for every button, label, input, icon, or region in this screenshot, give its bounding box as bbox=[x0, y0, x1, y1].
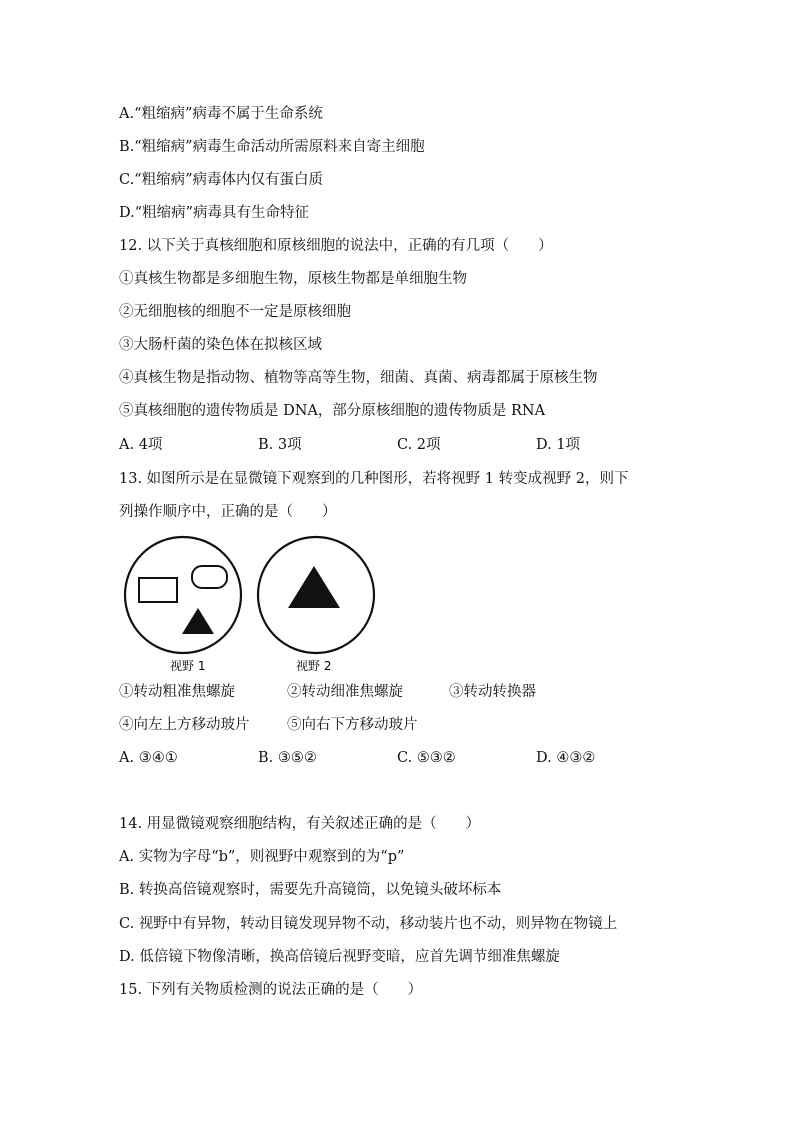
q13-op-2: ②转动细准焦螺旋 bbox=[287, 684, 403, 700]
q11-option-b: B.“粗缩病”病毒生命活动所需原料来自寄主细胞 bbox=[119, 139, 425, 155]
q14-option-a: A. 实物为字母“b”，则视野中观察到的为“p” bbox=[119, 849, 405, 865]
field-1-rectangle bbox=[139, 578, 177, 602]
q13-choice-a: A. ③④① bbox=[119, 750, 178, 766]
q13-op-4: ④向左上方移动玻片 bbox=[119, 717, 250, 733]
q12-choice-c: C. 2项 bbox=[397, 437, 441, 453]
q12-statement-3: ③大肠杆菌的染色体在拟核区域 bbox=[119, 337, 322, 353]
microscope-fields-figure bbox=[120, 533, 380, 678]
q11-option-c: C.“粗缩病”病毒体内仅有蛋白质 bbox=[119, 172, 324, 188]
q14-option-d: D. 低倍镜下物像清晰，换高倍镜后视野变暗，应首先调节细准焦螺旋 bbox=[119, 949, 560, 965]
field-1-rounded-rectangle bbox=[192, 566, 227, 588]
q13-stem-line2: 列操作顺序中，正确的是（ ） bbox=[119, 504, 337, 520]
q12-statement-2: ②无细胞核的细胞不一定是原核细胞 bbox=[119, 304, 351, 320]
field-1-triangle bbox=[182, 608, 214, 634]
q12-choice-a: A. 4项 bbox=[119, 437, 163, 453]
q14-option-c: C. 视野中有异物，转动目镜发现异物不动，移动装片也不动，则异物在物镜上 bbox=[119, 916, 618, 932]
q13-choice-d: D. ④③② bbox=[536, 750, 596, 766]
q12-stem: 12. 以下关于真核细胞和原核细胞的说法中，正确的有几项（ ） bbox=[119, 238, 553, 254]
q12-statement-1: ①真核生物都是多细胞生物，原核生物都是单细胞生物 bbox=[119, 271, 467, 287]
q12-statement-4: ④真核生物是指动物、植物等高等生物，细菌、真菌、病毒都属于原核生物 bbox=[119, 370, 598, 386]
q13-choice-c: C. ⑤③② bbox=[397, 750, 456, 766]
q13-op-3: ③转动转换器 bbox=[449, 684, 536, 700]
q11-option-d: D.“粗缩病”病毒具有生命特征 bbox=[119, 205, 310, 221]
q12-choice-b: B. 3项 bbox=[258, 437, 302, 453]
q13-stem-line1: 13. 如图所示是在显微镜下观察到的几种图形，若将视野 1 转变成视野 2，则下 bbox=[119, 471, 629, 487]
field-1-circle bbox=[125, 537, 241, 653]
q13-op-1: ①转动粗准焦螺旋 bbox=[119, 684, 235, 700]
q13-op-5: ⑤向右下方移动玻片 bbox=[287, 717, 418, 733]
q13-choice-b: B. ③⑤② bbox=[258, 750, 317, 766]
q14-option-b: B. 转换高倍镜观察时，需要先升高镜筒，以免镜头破坏标本 bbox=[119, 882, 502, 898]
field-1-caption: 视野 1 bbox=[170, 659, 206, 673]
q14-stem: 14. 用显微镜观察细胞结构，有关叙述正确的是（ ） bbox=[119, 816, 481, 832]
field-2-caption: 视野 2 bbox=[296, 659, 332, 673]
q11-option-a: A.“粗缩病”病毒不属于生命系统 bbox=[119, 106, 323, 122]
q15-stem: 15. 下列有关物质检测的说法正确的是（ ） bbox=[119, 982, 423, 998]
q12-statement-5: ⑤真核细胞的遗传物质是 DNA，部分原核细胞的遗传物质是 RNA bbox=[119, 403, 546, 419]
field-2-triangle bbox=[288, 566, 340, 608]
q12-choice-d: D. 1项 bbox=[536, 437, 581, 453]
